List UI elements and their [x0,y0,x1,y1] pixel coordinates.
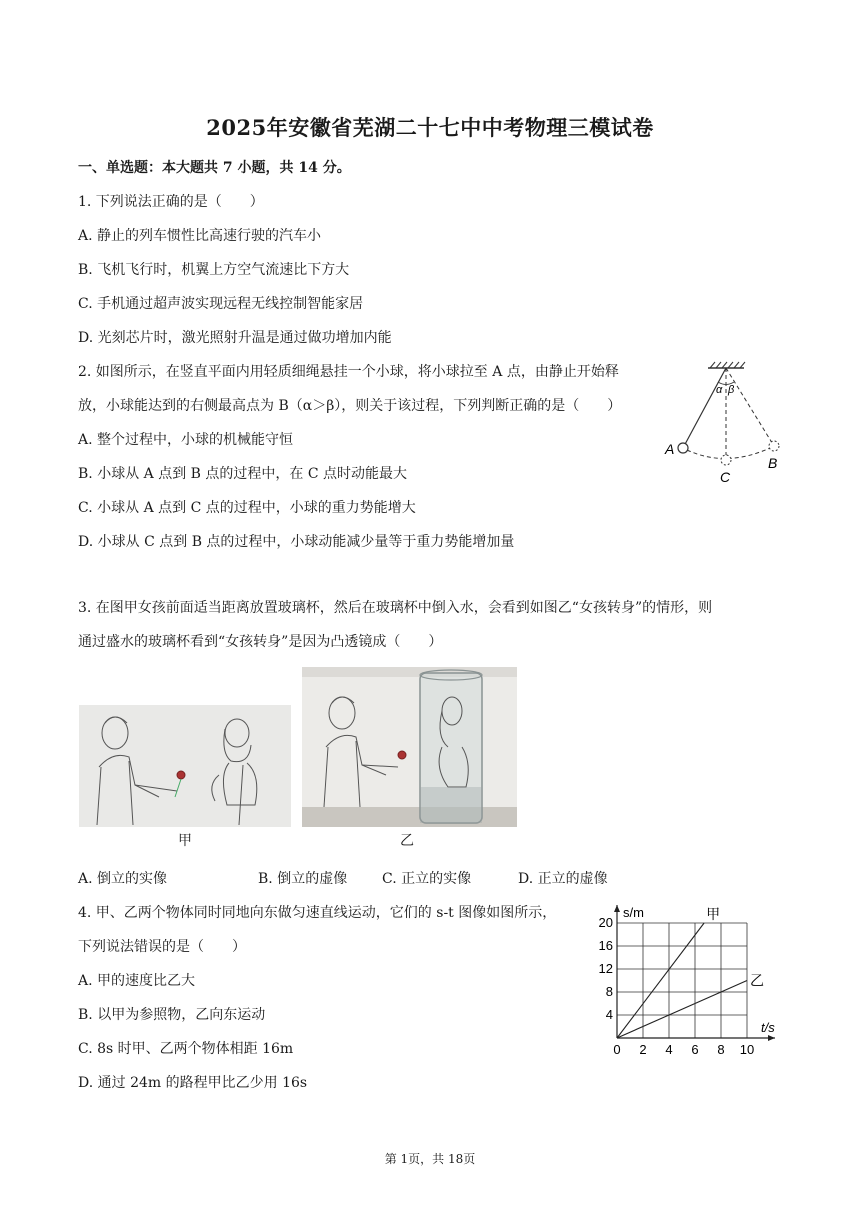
ball-a [678,443,688,453]
q4-option-d: D. 通过 24m 的路程甲比乙少用 16s [78,1075,308,1091]
q1-option-c: C. 手机通过超声波实现远程无线控制智能家居 [78,296,364,312]
q2-option-c: C. 小球从 A 点到 C 点的过程中，小球的重力势能增大 [78,500,416,516]
point-c-label: C [720,469,731,485]
x-axis-label: t/s [761,1020,775,1035]
photo-jia [79,705,291,827]
ball-b [769,441,779,451]
beta-label: β [728,384,735,396]
ball-c [721,455,731,465]
x-tick-label: 2 [639,1042,647,1057]
q4-option-b: B. 以甲为参照物，乙向东运动 [78,1007,266,1023]
caption-yi: 乙 [400,832,414,848]
x-tick-label: 10 [739,1042,755,1057]
pendulum-figure [660,360,790,490]
q3-stem-line1: 3. 在图甲女孩前面适当距离放置玻璃杯，然后在玻璃杯中倒入水，会看到如图乙“女孩转身”的情形，则 [78,600,713,616]
string-to-a [683,368,726,448]
x-tick-label: 8 [717,1042,725,1057]
page-footer: 第 1页，共 18页 [384,1152,476,1166]
q4-option-a: A. 甲的速度比乙大 [78,973,196,989]
page-title: 2025年安徽省芜湖二十七中中考物理三模试卷 [206,115,654,140]
y-tick-label: 12 [598,961,613,976]
q3-option-c: C. 正立的实像 [382,871,472,887]
q2-stem-line1: 2. 如图所示，在竖直平面内用轻质细绳悬挂一个小球，将小球拉至 A 点，由静止开始释 [78,364,619,380]
q4-option-c: C. 8s 时甲、乙两个物体相距 16m [78,1041,294,1057]
q1-stem: 1. 下列说法正确的是（ ） [78,194,264,210]
q2-option-b: B. 小球从 A 点到 B 点的过程中，在 C 点时动能最大 [78,466,407,482]
x-axis-arrow [768,1035,775,1041]
q4-stem-line2: 下列说法错误的是（ ） [78,939,246,955]
st-chart [590,898,790,1076]
ceiling-hatch [710,362,745,368]
x-tick-label: 0 [613,1042,621,1057]
point-b-label: B [768,455,778,471]
series-line-2 [617,981,747,1039]
photo-yi [302,667,517,827]
series-label-1: 甲 [706,906,721,922]
caption-jia: 甲 [178,832,192,848]
q2-option-d: D. 小球从 C 点到 B 点的过程中，小球动能减少量等于重力势能增加量 [78,534,515,550]
series-label-2: 乙 [750,972,764,989]
y-tick-label: 4 [605,1007,613,1022]
string-to-b [726,368,774,446]
y-tick-label: 8 [605,984,613,999]
q1-option-a: A. 静止的列车惯性比高速行驶的汽车小 [78,228,322,244]
x-tick-label: 6 [691,1042,699,1057]
y-axis-label: s/m [623,905,644,920]
y-tick-label: 20 [598,915,613,930]
q3-stem-line2: 通过盛水的玻璃杯看到“女孩转身”是因为凸透镜成（ ） [78,634,443,650]
alpha-label: α [716,384,723,396]
q2-stem-line2: 放，小球能达到的右侧最高点为 B（α＞β），则关于该过程，下列判断正确的是（ ） [78,398,622,414]
chart-series [617,906,764,1038]
series-line-1 [617,923,704,1038]
chart-grid [617,923,747,1038]
q2-option-a: A. 整个过程中，小球的机械能守恒 [78,432,294,448]
q3-option-d: D. 正立的虚像 [518,871,608,887]
q3-option-a: A. 倒立的实像 [78,871,168,887]
q1-option-d: D. 光刻芯片时，激光照射升温是通过做功增加内能 [78,330,392,346]
q1-option-b: B. 飞机飞行时，机翼上方空气流速比下方大 [78,262,350,278]
y-tick-label: 16 [598,938,613,953]
x-tick-label: 4 [665,1042,673,1057]
point-a-label: A [665,441,675,457]
q4-stem-line1: 4. 甲、乙两个物体同时同地向东做匀速直线运动，它们的 s-t 图像如图所示， [78,905,557,921]
y-axis-arrow [614,905,620,912]
q3-option-b: B. 倒立的虚像 [258,871,348,887]
section-heading: 一、单选题：本大题共 7 小题，共 14 分。 [78,160,351,176]
